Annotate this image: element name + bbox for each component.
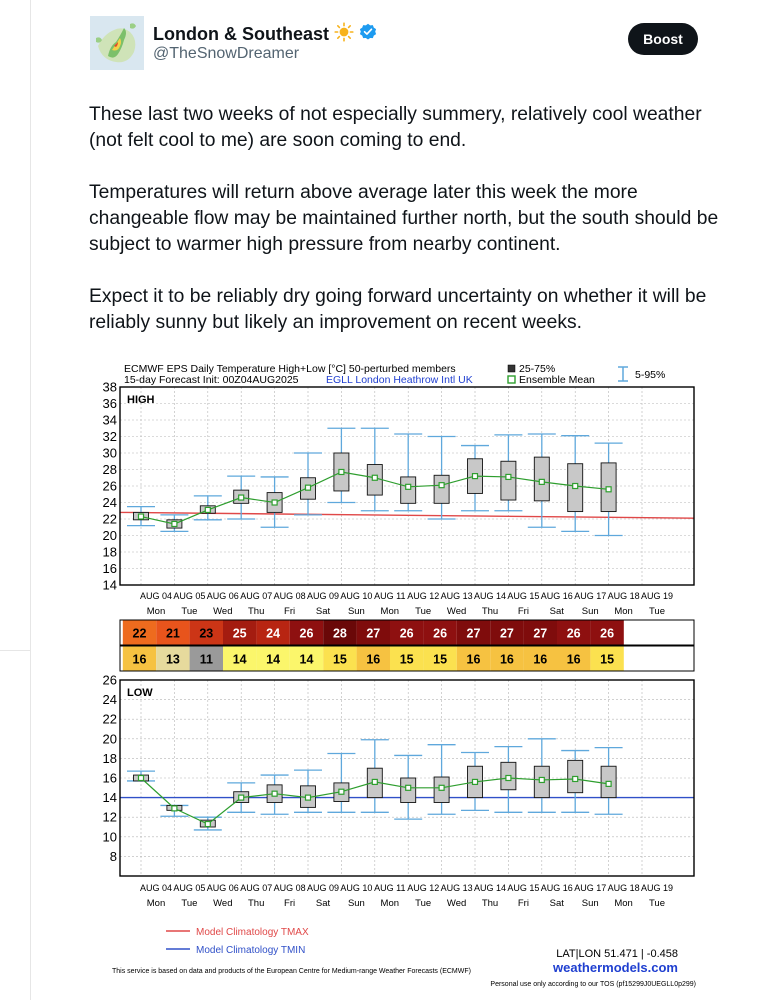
low-y-tick-label: 20 xyxy=(102,731,117,747)
low-mean-point xyxy=(339,789,344,794)
low-mean-point xyxy=(406,785,411,790)
high-mean-point xyxy=(473,474,478,479)
low-day-label: Mon xyxy=(146,898,166,909)
high-date-label: AUG 16 xyxy=(540,591,573,601)
low-date-label: AUG 06 xyxy=(206,883,239,893)
legend-box-swatch xyxy=(508,365,515,372)
low-row-value: 11 xyxy=(199,652,213,667)
high-date-label: AUG 06 xyxy=(206,591,239,601)
low-mean-point xyxy=(606,781,611,786)
low-mean-point xyxy=(539,777,544,782)
high-date-label: AUG 04 xyxy=(139,591,173,601)
high-date-label: AUG 08 xyxy=(273,591,306,601)
low-date-label: AUG 08 xyxy=(273,883,306,893)
legend-tmax-label: Model Climatology TMAX xyxy=(196,927,309,938)
high-y-tick-label: 22 xyxy=(102,511,117,527)
low-date-label: AUG 12 xyxy=(407,883,440,893)
high-mean-point xyxy=(306,485,311,490)
low-date-label: AUG 10 xyxy=(340,883,373,893)
low-mean-point xyxy=(506,776,511,781)
high-y-tick-label: 26 xyxy=(102,478,117,494)
author-handle[interactable]: @TheSnowDreamer xyxy=(153,45,300,62)
low-day-label: Tue xyxy=(415,898,432,909)
low-y-tick-label: 12 xyxy=(102,809,117,825)
low-y-tick-label: 16 xyxy=(102,770,117,786)
high-row-value: 26 xyxy=(433,626,448,641)
low-row-value: 14 xyxy=(299,652,314,667)
low-date-label: AUG 11 xyxy=(374,883,406,893)
high-day-label: Mon xyxy=(614,606,633,617)
legend-tmin-label: Model Climatology TMIN xyxy=(196,945,306,956)
high-row-value: 24 xyxy=(266,626,281,641)
high-y-tick-label: 24 xyxy=(102,495,117,510)
low-mean-point xyxy=(306,795,311,800)
high-date-label: AUG 14 xyxy=(473,591,507,601)
high-y-tick-label: 16 xyxy=(102,561,117,576)
high-day-label: Fri xyxy=(517,606,529,617)
high-day-label: Sat xyxy=(315,606,331,617)
low-day-label: Mon xyxy=(380,898,400,909)
low-mean-point xyxy=(439,785,444,790)
low-row-value: 16 xyxy=(566,652,581,667)
low-date-label: AUG 09 xyxy=(306,883,340,893)
author-name-row xyxy=(153,22,377,47)
low-row-value: 16 xyxy=(466,652,481,667)
low-mean-point xyxy=(372,779,377,784)
low-day-label: Mon xyxy=(614,898,633,909)
high-day-label: Sat xyxy=(549,606,564,617)
high-y-tick-label: 28 xyxy=(102,462,117,477)
high-box xyxy=(434,475,449,503)
high-date-label: AUG 11 xyxy=(374,591,406,601)
avatar[interactable] xyxy=(90,16,144,70)
high-mean-point xyxy=(439,483,444,488)
tweet-paragraph: Expect it to be reliably dry going forward uncertainty on whether it will be reliably sunny but likely an improvement on recent weeks. xyxy=(89,286,707,333)
low-row-value: 14 xyxy=(232,652,247,667)
ecmwf-attribution: This service is based on data and products of the European Centre for Medium-range Weather Forecasts (ECMWF) xyxy=(112,968,471,975)
high-day-label: Tue xyxy=(181,606,198,617)
high-date-label: AUG 18 xyxy=(607,591,640,601)
low-y-tick-label: 22 xyxy=(102,711,117,727)
high-date-label: AUG 12 xyxy=(407,591,440,601)
low-day-label: Wed xyxy=(213,898,233,909)
forecast-chart-image[interactable] xyxy=(102,356,716,990)
high-row-value: 27 xyxy=(466,626,481,641)
low-day-label: Tue xyxy=(181,898,198,909)
high-date-label: AUG 15 xyxy=(507,591,540,601)
high-box xyxy=(401,477,416,503)
high-row-value: 26 xyxy=(600,626,615,641)
high-mean-point xyxy=(205,507,210,512)
sun-emoji-icon xyxy=(334,22,354,47)
low-date-label: AUG 16 xyxy=(540,883,573,893)
high-y-tick-label: 32 xyxy=(102,429,117,444)
low-date-label: AUG 14 xyxy=(473,883,507,893)
high-panel-label: HIGH xyxy=(127,394,155,406)
high-box xyxy=(501,461,516,500)
high-date-label: AUG 13 xyxy=(440,591,473,601)
low-row-value: 16 xyxy=(132,652,147,667)
low-day-label: Tue xyxy=(648,898,666,909)
high-y-tick-label: 30 xyxy=(102,445,117,461)
high-day-label: Tue xyxy=(648,606,666,617)
high-date-label: AUG 07 xyxy=(240,591,273,601)
low-date-label: AUG 13 xyxy=(440,883,473,893)
high-date-label: AUG 19 xyxy=(640,591,674,601)
low-row-value: 15 xyxy=(433,652,448,667)
high-day-label: Tue xyxy=(415,606,432,617)
high-date-label: AUG 05 xyxy=(173,591,206,601)
high-day-label: Mon xyxy=(146,606,166,617)
timeline-divider xyxy=(0,650,30,651)
high-row-value: 28 xyxy=(332,626,347,641)
high-row-value: 26 xyxy=(566,626,581,641)
high-mean-point xyxy=(172,521,177,526)
low-row-value: 15 xyxy=(600,652,615,667)
chart-title: ECMWF EPS Daily Temperature High+Low [°C] 50-perturbed members xyxy=(124,363,456,375)
low-row-value: 14 xyxy=(266,652,281,667)
low-day-label: Fri xyxy=(517,898,529,909)
tweet-text xyxy=(89,102,729,362)
low-mean-point xyxy=(573,776,578,781)
low-date-label: AUG 15 xyxy=(507,883,540,893)
high-row-value: 25 xyxy=(232,626,247,641)
high-row-value: 27 xyxy=(366,626,381,641)
low-day-label: Sat xyxy=(315,898,331,909)
timeline-left-border xyxy=(30,0,31,1000)
low-mean-point xyxy=(172,806,177,811)
high-mean-point xyxy=(372,475,377,480)
high-row-value: 26 xyxy=(299,626,314,641)
chart-station-label: EGLL London Heathrow Intl UK xyxy=(326,374,473,386)
low-row-value: 13 xyxy=(165,652,180,667)
low-date-label: AUG 17 xyxy=(574,883,607,893)
low-day-label: Sat xyxy=(549,898,564,909)
low-mean-point xyxy=(139,776,144,781)
high-row-value: 21 xyxy=(165,626,180,641)
low-y-tick-label: 24 xyxy=(102,692,117,708)
high-y-tick-label: 38 xyxy=(102,379,117,395)
low-date-label: AUG 05 xyxy=(173,883,206,893)
high-mean-point xyxy=(239,495,244,500)
low-day-label: Sun xyxy=(347,898,365,909)
low-row-value: 15 xyxy=(399,652,414,667)
low-y-tick-label: 10 xyxy=(102,829,117,845)
high-row-value: 26 xyxy=(399,626,414,641)
high-mean-point xyxy=(272,500,277,505)
high-mean-point xyxy=(406,484,411,489)
high-mean-point xyxy=(606,487,611,492)
high-y-tick-label: 14 xyxy=(102,577,117,593)
high-row-value: 23 xyxy=(199,626,214,641)
high-mean-point xyxy=(139,514,144,519)
low-y-tick-label: 26 xyxy=(102,672,117,688)
high-row-value: 22 xyxy=(132,626,147,641)
low-day-label: Sun xyxy=(581,898,599,909)
high-date-label: AUG 10 xyxy=(340,591,373,601)
high-day-label: Thu xyxy=(248,606,265,617)
high-day-label: Sun xyxy=(347,606,365,617)
low-day-label: Fri xyxy=(284,898,296,909)
high-y-tick-label: 36 xyxy=(102,396,117,411)
low-date-label: AUG 19 xyxy=(640,883,674,893)
high-row-value: 27 xyxy=(499,626,514,641)
verified-badge-icon xyxy=(359,23,377,46)
latlon-readout: LAT|LON 51.471 | -0.458 xyxy=(556,948,678,960)
low-panel-label: LOW xyxy=(127,687,153,699)
high-date-label: AUG 17 xyxy=(574,591,607,601)
low-row-value: 16 xyxy=(533,652,548,667)
high-mean-point xyxy=(506,474,511,479)
low-date-label: AUG 04 xyxy=(139,883,173,893)
high-y-tick-label: 20 xyxy=(102,528,117,543)
high-day-label: Fri xyxy=(284,606,296,617)
high-mean-point xyxy=(573,484,578,489)
low-date-label: AUG 18 xyxy=(607,883,640,893)
low-mean-point xyxy=(272,791,277,796)
high-day-label: Wed xyxy=(446,606,467,617)
high-date-label: AUG 09 xyxy=(306,591,340,601)
high-day-label: Mon xyxy=(380,606,400,617)
low-date-label: AUG 07 xyxy=(240,883,273,893)
boost-button[interactable]: Boost xyxy=(628,23,698,55)
high-day-label: Sun xyxy=(581,606,599,617)
high-mean-point xyxy=(339,469,344,474)
low-day-label: Thu xyxy=(481,898,499,909)
low-y-tick-label: 14 xyxy=(102,790,117,806)
display-name[interactable]: London & Southeast xyxy=(153,24,329,44)
legend-mean-swatch xyxy=(508,376,515,383)
high-mean-point xyxy=(539,479,544,484)
low-day-label: Thu xyxy=(248,898,265,909)
low-row-value: 16 xyxy=(499,652,514,667)
legend-mean-label: Ensemble Mean xyxy=(519,374,595,386)
high-row-value: 27 xyxy=(533,626,548,641)
tweet-paragraph: These last two weeks of not especially summery, relatively cool weather (not felt cool to me) are soon coming to end. xyxy=(89,104,702,151)
low-day-label: Wed xyxy=(446,898,467,909)
personal-use-note: Personal use only according to our TOS (pf15299J0UEGLL0p299) xyxy=(490,981,696,988)
legend-whisker-label: 5-95% xyxy=(635,369,666,381)
high-y-tick-label: 34 xyxy=(102,412,117,428)
low-row-value: 15 xyxy=(332,652,347,667)
chart-init-line: 15-day Forecast Init: 00Z04AUG2025 xyxy=(124,374,299,386)
high-day-label: Wed xyxy=(213,606,233,617)
ecmwf-eps-temperature-chart xyxy=(102,356,716,990)
low-mean-point xyxy=(473,779,478,784)
weathermodels-brand: weathermodels.com xyxy=(553,960,678,975)
low-y-tick-label: 18 xyxy=(102,750,117,766)
high-day-label: Thu xyxy=(481,606,499,617)
high-y-tick-label: 18 xyxy=(102,544,117,560)
radar-map-avatar-image xyxy=(90,16,144,70)
legend-box-label: 25-75% xyxy=(519,363,556,375)
low-y-tick-label: 8 xyxy=(109,848,117,864)
low-mean-point xyxy=(205,822,210,827)
low-mean-point xyxy=(239,795,244,800)
low-row-value: 16 xyxy=(366,652,381,667)
tweet-paragraph: Temperatures will return above average later this week the more changeable flow may be maintained further north, but the south should be subject to warmer high pressure from nearby continent. xyxy=(89,182,719,255)
